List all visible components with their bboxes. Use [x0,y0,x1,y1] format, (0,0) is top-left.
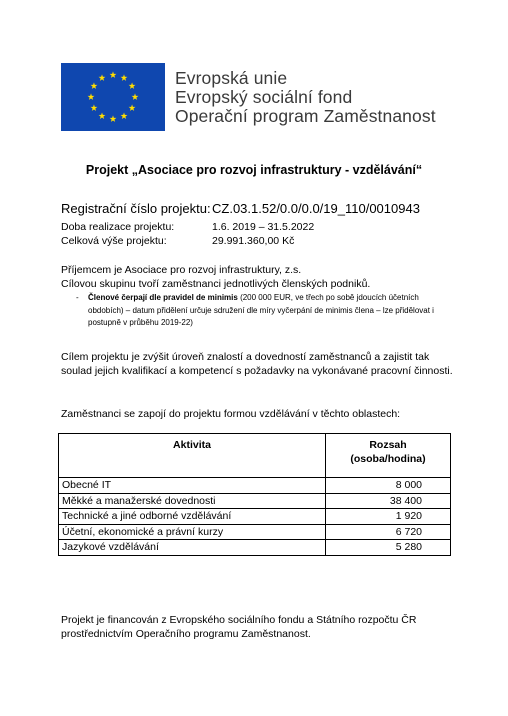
bullet-text [88,292,456,330]
registration-value: CZ.03.1.52/0.0/0.0/19_110/0010943 [212,201,420,216]
star-icon [88,93,95,100]
table-header-row [59,434,451,478]
star-icon [132,93,139,100]
star-icon [121,74,128,81]
table-row [59,524,451,540]
areas-intro: Zaměstnanci se zapojí do projektu formou vzdělávání v těchto oblastech: [61,408,401,420]
star-icon [91,104,98,111]
funding-text: Projekt je financován z Evropského sociálního fondu a Státního rozpočtu ČR prostřednictvím Operačního programu Zaměstnanost. [61,614,417,640]
registration-label: Registrační číslo projektu: [61,201,211,216]
activity-cell: Obecné IT [59,478,326,494]
recipient-text: Příjemcem je Asociace pro rozvoj infrastruktury, z.s. [61,264,302,276]
activity-cell: Účetní, ekonomické a právní kurzy [59,524,326,540]
star-icon [99,112,106,119]
eu-logo [61,63,436,131]
bullet-rest: (200 000 EUR, ve třech po sobě jdoucích účetních obdobích) – datum přidělení určuje sdružení dle míry vyčerpání de minimis člena – lze přidělovat i postupně v průběhu 2019-22) [88,293,434,327]
goal-text: Cílem projektu je zvýšit úroveň znalostí a dovedností zaměstnanců a zajistit tak soulad jejich kvalifikací a kompetencí s požadavky na vykonávané pracovní činnosti. [61,351,453,377]
table-row [59,478,451,494]
logo-text [175,69,436,126]
bullet-bold: Členové čerpají dle pravidel de minimis [88,293,238,302]
cost-row [61,235,294,247]
eu-flag-icon [61,63,165,131]
table-row [59,509,451,525]
star-icon [129,104,136,111]
table-row [59,540,451,556]
value-cell: 1 920 [326,509,451,525]
registration-row [61,201,420,216]
cost-label: Celková výše projektu: [61,235,167,247]
star-icon [121,112,128,119]
duration-row [61,221,314,233]
cost-value: 29.991.360,00 Kč [212,235,295,247]
duration-value: 1.6. 2019 – 31.5.2022 [212,221,315,233]
table-row [59,493,451,509]
value-cell: 38 400 [326,493,451,509]
document-title: Projekt „Asociace pro rozvoj infrastruktury - vzdělávání“ [85,163,423,177]
value-cell: 6 720 [326,524,451,540]
star-icon [110,115,117,122]
target-group-text: Cílovou skupinu tvoří zaměstnanci jednotlivých členských podniků. [61,278,371,290]
bullet-dash: - [76,293,79,302]
logo-line: Evropská unie [175,68,288,88]
activity-cell: Měkké a manažerské dovednosti [59,493,326,509]
duration-label: Doba realizace projektu: [61,221,175,233]
logo-line: Operační program Zaměstnanost [175,106,436,126]
activity-cell: Jazykové vzdělávání [59,540,326,556]
star-icon [91,82,98,89]
star-icon [129,82,136,89]
header-activity: Aktivita [59,434,326,478]
activities-table [58,433,451,556]
logo-line: Evropský sociální fond [175,87,353,107]
star-icon [99,74,106,81]
value-cell: 8 000 [326,478,451,494]
value-cell: 5 280 [326,540,451,556]
star-icon [110,71,117,78]
activity-cell: Technické a jiné odborné vzdělávání [59,509,326,525]
header-range: Rozsah (osoba/hodina) [326,434,451,478]
